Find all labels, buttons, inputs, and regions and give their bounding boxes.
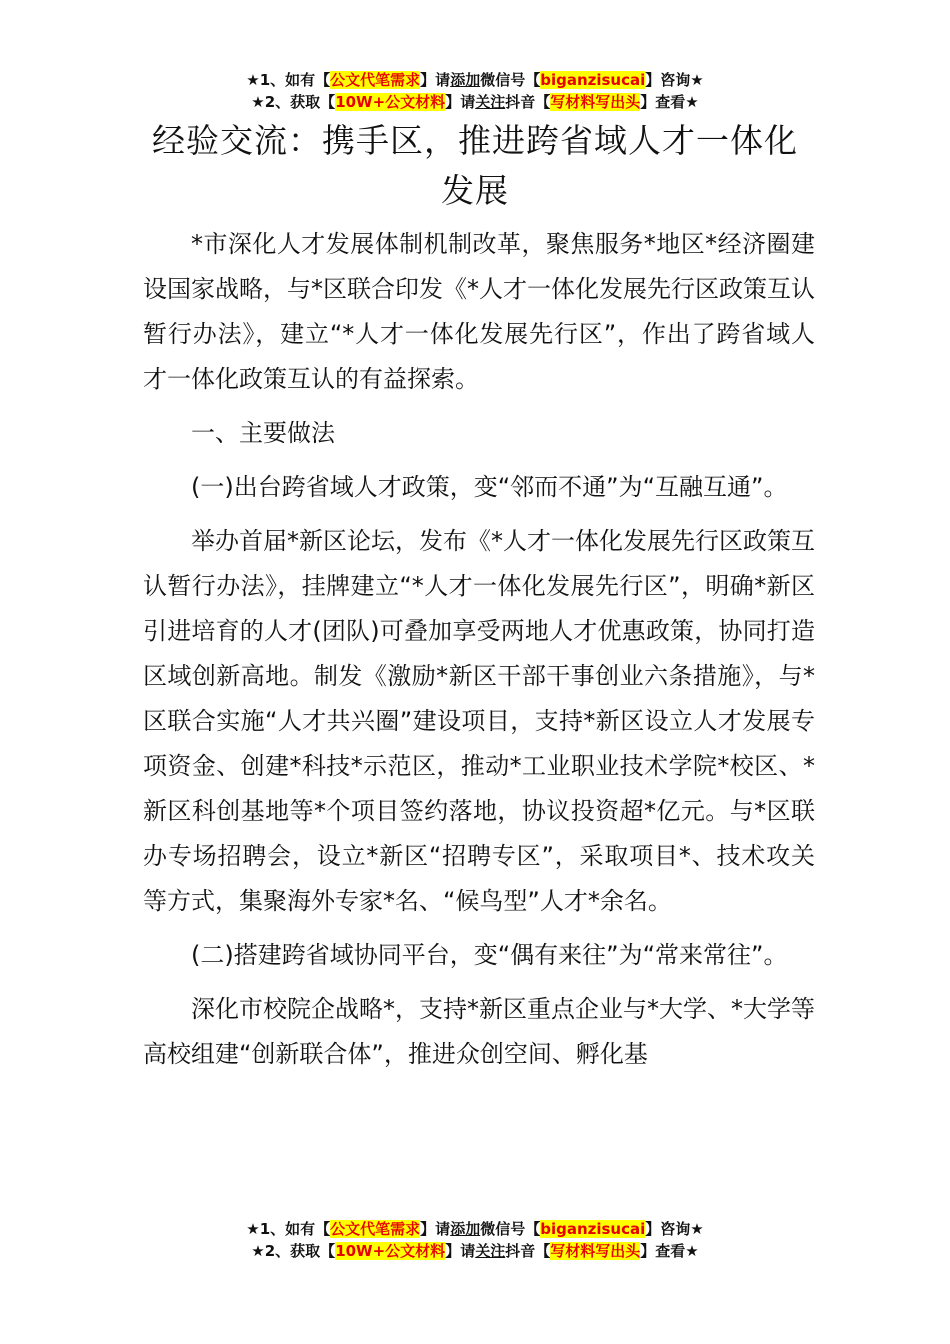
promo-text: 抖音【: [505, 1242, 551, 1260]
promo-text: ★1、如有【: [246, 1220, 331, 1238]
subsection-heading: (一)出台跨省域人才政策，变“邻而不通”为“互融互通”。: [191, 473, 788, 501]
highlight-douyin-id: 写材料写出头: [550, 93, 641, 111]
highlight-wechat-id: biganzisucai: [540, 1220, 646, 1238]
promo-line-2: [0, 1240, 950, 1262]
body-paragraph: 深化市校院企战略*，支持*新区重点企业与*大学、*大学等高校组建“创新联合体”，推进众创空间、孵化基: [143, 995, 815, 1068]
promo-text: 】请: [420, 71, 451, 89]
subsection-heading: (二)搭建跨省域协同平台，变“偶有来往”为“常来常往”。: [191, 941, 788, 969]
promo-text: 】请: [445, 1242, 476, 1260]
promo-text: 】查看★: [640, 93, 699, 111]
promo-text: 】请: [420, 1220, 451, 1238]
intro-paragraph: *市深化人才发展体制机制改革，聚焦服务*地区*经济圈建设国家战略，与*区联合印发《*人才一体化发展先行区政策互认暂行办法》，建立“*人才一体化发展先行区”，作出了跨省域人才一体化政策互认的有益探索。: [143, 230, 815, 393]
promo-text: 】请: [445, 93, 476, 111]
promo-text: 微信号【: [480, 71, 541, 89]
promo-text: ★2、获取【: [251, 1242, 336, 1260]
promo-text: 】查看★: [640, 1242, 699, 1260]
footer-promo-banner: [0, 1218, 950, 1262]
document-title: 经验交流：携手区，推进跨省域人才一体化发展: [152, 121, 798, 210]
promo-text: 】咨询★: [645, 71, 704, 89]
section-heading: 一、主要做法: [191, 419, 335, 447]
promo-line-1: [0, 69, 950, 91]
document-body: [143, 222, 815, 1086]
promo-underlined: 添加: [450, 71, 481, 89]
highlight-materials: 10W+公文材料: [335, 93, 446, 111]
promo-text: 】咨询★: [645, 1220, 704, 1238]
promo-line-2: [0, 91, 950, 113]
promo-text: 微信号【: [480, 1220, 541, 1238]
promo-line-1: [0, 1218, 950, 1240]
promo-underlined: 关注: [475, 1242, 506, 1260]
highlight-materials: 10W+公文材料: [335, 1242, 446, 1260]
highlight-service: 公文代笔需求: [330, 71, 421, 89]
promo-text: 抖音【: [505, 93, 551, 111]
promo-text: ★2、获取【: [251, 93, 336, 111]
promo-text: ★1、如有【: [246, 71, 331, 89]
body-paragraph: 举办首届*新区论坛，发布《*人才一体化发展先行区政策互认暂行办法》，挂牌建立“*人才一体化发展先行区”，明确*新区引进培育的人才(团队)可叠加享受两地人才优惠政策，协同打造区域创新高地。制发《激励*新区干部干事创业六条措施》，与*区联合实施“人才共兴圈”建设项目，支持*新区设立人才发展专项资金、创建*科技*示范区，推动*工业职业技术学院*校区、*新区科创基地等*个项目签约落地，协议投资超*亿元。与*区联办专场招聘会，设立*新区“招聘专区”，采取项目*、技术攻关等方式，集聚海外专家*名、“候鸟型”人才*余名。: [143, 527, 815, 915]
promo-underlined: 添加: [450, 1220, 481, 1238]
highlight-douyin-id: 写材料写出头: [550, 1242, 641, 1260]
header-promo-banner: [0, 69, 950, 113]
highlight-wechat-id: biganzisucai: [540, 71, 646, 89]
highlight-service: 公文代笔需求: [330, 1220, 421, 1238]
promo-underlined: 关注: [475, 93, 506, 111]
